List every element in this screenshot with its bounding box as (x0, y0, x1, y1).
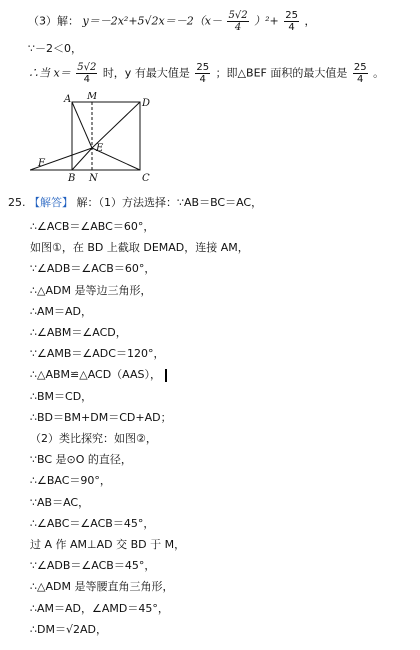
solution-step-line: ∴AM＝AD，∠AMD＝45°， (30, 601, 169, 615)
eq1-frac2-denominator: 4 (288, 22, 295, 33)
x-fraction (76, 62, 97, 85)
therefore-when: ∴当 x＝ (28, 66, 71, 80)
ymax-numerator: 25 (196, 62, 210, 73)
solution-step-line: ∵∠AMB＝∠ADC＝120°， (30, 347, 165, 361)
label-b: B (68, 173, 76, 184)
eq1-frac-denominator: 4 (234, 22, 242, 33)
area-numerator: 25 (353, 62, 367, 73)
label-f: F (38, 158, 45, 169)
q25-header (8, 196, 262, 210)
solution-step-line (30, 368, 167, 382)
eq1-frac-numerator: 5√2 (228, 10, 248, 21)
solution-step-line: ∴BM＝CD， (30, 389, 93, 403)
solution-step-line: ∴∠ABC＝∠ACB＝45°， (30, 516, 155, 530)
q25-intro: 解：（1）方法选择：∵AB＝BC＝AC， (76, 196, 263, 209)
solution-step-line: ∵BC 是⊙O 的直径， (30, 453, 132, 467)
part3-label: （3）解： (28, 14, 79, 28)
y-max-text: 时，y 有最大值是 (102, 66, 190, 80)
eq1-fraction (227, 10, 248, 33)
label-e: E (96, 143, 104, 154)
label-a: A (64, 94, 72, 105)
x-frac-numerator: 5√2 (77, 62, 97, 73)
area-end: 。 (373, 66, 385, 80)
label-m: M (87, 92, 98, 102)
solution-step-line: 过 A 作 AM⊥AD 交 BD 于 M， (30, 538, 186, 551)
geometry-figure (30, 92, 160, 184)
solution-step-line: ∴∠ABM＝∠ACD， (30, 326, 127, 339)
eq1-mid: ）²+ (254, 14, 279, 28)
solution-step-line: ∵∠ADB＝∠ACB＝45°， (30, 559, 156, 573)
label-d: D (142, 98, 151, 109)
x-frac-denominator: 4 (83, 74, 90, 85)
solution-step-line: ∴BD＝BM+DM＝CD+AD； (30, 410, 172, 424)
eq1-fraction-2 (284, 10, 299, 33)
text-cursor (165, 369, 167, 382)
solution-step-text: ∴△ABM≌△ACD（AAS）， (30, 368, 162, 382)
solution-step-line: 如图①，在 BD 上截取 DEMAD，连接 AM， (30, 241, 249, 255)
label-c: C (142, 173, 150, 184)
solution-step-line: （2）类比探究：如图②， (30, 432, 157, 445)
q25-tag: 【解答】 (29, 196, 73, 209)
solution-step-line: ∴∠BAC＝90°， (30, 474, 111, 488)
ymax-denominator: 4 (199, 74, 206, 85)
label-n: N (89, 173, 98, 184)
segment-ae (72, 102, 92, 148)
solution-step-line: ∴△ADM 是等边三角形， (30, 283, 152, 297)
solution-step-line: ∴AM＝AD， (30, 304, 93, 318)
area-denominator: 4 (357, 74, 364, 85)
solution-step-line: ∴DM＝√2AD， (30, 622, 107, 636)
eq1-left: y＝－2x²+5√2x＝－2（x－ (82, 14, 222, 28)
q25-number: 25. (8, 196, 26, 209)
ymax-fraction (195, 62, 210, 85)
solution-step-line: ∴△ADM 是等腰直角三角形， (30, 580, 174, 594)
max-value-line (28, 62, 384, 85)
solution-step-line: ∴∠ACB＝∠ABC＝60°， (30, 220, 155, 233)
eq1-frac2-numerator: 25 (285, 10, 298, 21)
eq1-end: ， (304, 14, 316, 28)
area-fraction (353, 62, 368, 85)
solution-step-line: ∵AB＝AC， (30, 495, 90, 509)
solution-step-line: ∵∠ADB＝∠ACB＝60°， (30, 262, 156, 276)
part3-equation (28, 10, 315, 33)
area-text: ；即△BEF 面积的最大值是 (215, 66, 348, 80)
since-negative: ∵－2＜0， (28, 42, 82, 55)
segment-de (92, 102, 140, 148)
